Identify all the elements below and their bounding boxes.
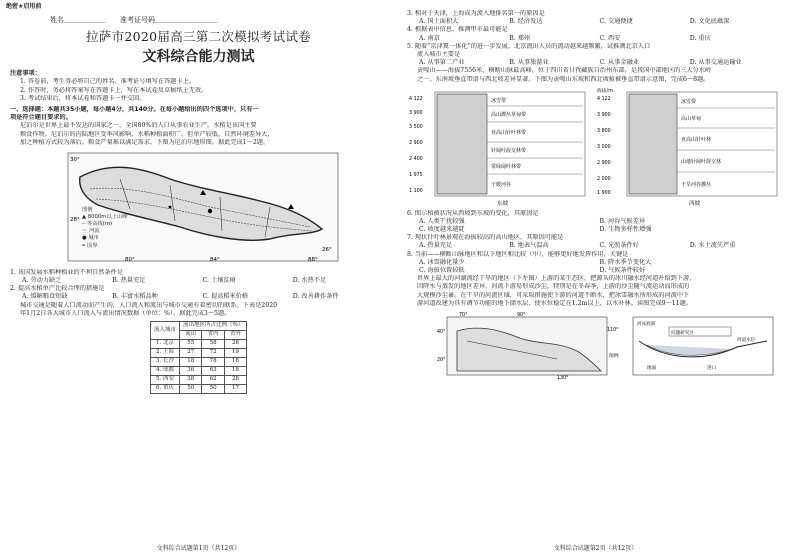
zone-label: 常绿阔叶林带 — [491, 163, 522, 170]
city-icon: ● — [82, 235, 87, 242]
legend-item: ▲ 8000m以上山峰 — [82, 214, 128, 221]
passage-2 — [10, 302, 387, 318]
section-label: 河床底部 — [637, 321, 656, 327]
height-label: 4 122 — [409, 96, 423, 102]
note-item: 1. 答卷前，考生务必将自己的姓名、准考证号填写在答题卡上。 — [20, 78, 195, 86]
map-label: 110° — [607, 327, 619, 333]
option: B. 热量充足 — [112, 277, 146, 285]
map-label: 90° — [517, 312, 526, 318]
q6-options-2 — [407, 226, 784, 234]
q3-options — [407, 18, 784, 26]
height-label: 1 100 — [409, 188, 423, 194]
passage-line: 之一。东南坡垂直带谱与西北坡差异显著。下图为贡嘎山东坡和西北坡植被垂直带谱示意图，完成6～8题。 — [417, 75, 710, 83]
table-cell: 17 — [224, 385, 246, 394]
table-cell: 3. 长沙 — [151, 358, 180, 367]
name-line: 姓名＿＿＿＿＿＿ 准考证号码＿＿＿＿＿＿＿＿＿ — [50, 16, 218, 24]
q7-options — [407, 242, 784, 250]
height-label: 3 900 — [597, 112, 611, 118]
table-row — [151, 367, 247, 376]
height-label: 4 122 — [597, 96, 611, 102]
table-cell: 4. 成都 — [151, 367, 180, 376]
table-row — [151, 340, 247, 349]
height-label: 2 400 — [409, 156, 423, 162]
legend-title: 图例 — [82, 206, 93, 213]
table-header-cell: 流出 — [180, 331, 202, 340]
option: A. 冰雪融化量少 — [419, 258, 465, 266]
option: C. 坡度越来越陡 — [419, 226, 465, 234]
option: B. 经济发达 — [509, 18, 543, 26]
question-2: 2. 提高水稻单产比较合理的措施是 — [10, 285, 105, 293]
zone-label: 亚高山针叶林 — [681, 136, 712, 143]
question-3: 3. 相对于天津，上海成为流入地排名第一的原因是 — [407, 10, 545, 17]
section-heading: 一、选择题：本题共35小题，每小题4分，共140分。在每小题给出的四个选项中，只有一 — [10, 105, 259, 113]
table-header-row — [151, 322, 247, 331]
table-cell: 63 — [202, 367, 224, 376]
table-cell: 72 — [202, 349, 224, 358]
passage-line: 大规模沙尘暴。在干旱的河流区域，可采取措施使下游的河道不断水，把冰雪融水所形成的河流中下 — [417, 291, 690, 299]
option: C. 提高稻米价格 — [202, 293, 249, 301]
panel-caption: 西坡 — [689, 200, 701, 207]
map-label: 84° — [210, 256, 220, 263]
peak-icon: ▲ — [82, 214, 87, 221]
passage-line: 城市交通是随着人口流动而产生的，人口流入和流出与城市交通有着密切的联系。下表是2020 — [20, 301, 278, 309]
axis-label: 海拔/m — [597, 88, 613, 94]
section-label: 进口 — [707, 365, 717, 371]
map-label: 28° — [70, 216, 80, 223]
map-label: 130° — [557, 375, 569, 379]
height-label: 2 000 — [597, 176, 611, 182]
option: B. 郑州 — [509, 34, 531, 42]
table-cell: 58 — [202, 340, 224, 349]
option: B. 地表气温高 — [509, 242, 549, 250]
option: B. 降水季节变化大 — [599, 258, 652, 266]
map-label: 30° — [70, 156, 80, 163]
table-header-cell: 流入城市 — [151, 322, 180, 340]
legend-item: ● 城市 — [82, 235, 99, 242]
table-row — [151, 376, 247, 385]
table-header-cell: 省内 — [202, 331, 224, 340]
contour-icon: ┄ — [82, 221, 86, 228]
table-cell: 78 — [202, 358, 224, 367]
question-5-cont: 流入城市主要是 — [417, 50, 461, 58]
passage-line: 加之种植方式较为落后，粮食产量难以满足需求。下图为尼泊尔地形图。据此完成1～2题。 — [20, 138, 270, 146]
zone-label: 高山灌丛草甸带 — [491, 111, 527, 118]
option: A. 缓解粮食短缺 — [22, 293, 68, 301]
table-cell: 27 — [180, 349, 202, 358]
passage-3 — [407, 67, 784, 83]
table-cell: 1. 北京 — [151, 340, 180, 349]
note-item: 2. 作答时，务必将答案写在答题卡上，写在本试卷及草稿纸上无效。 — [20, 86, 208, 94]
table-cell: 18 — [180, 358, 202, 367]
option: A. 人类干扰较强 — [419, 217, 465, 225]
option: D. 水热不足 — [292, 277, 327, 285]
question-4: 4. 根据表中信息，推测甲市最可能是 — [407, 26, 508, 34]
vegetation-zonation-figure — [407, 86, 784, 208]
zone-label: 亚高山针叶林带 — [491, 129, 527, 136]
exam-subtitle: 文科综合能力测试 — [142, 48, 255, 65]
table-cell: 18 — [224, 367, 246, 376]
map-label: 88° — [308, 256, 318, 263]
passage-line: 因降水与蒸发的地区差异，河流下游易形成沙尘，特别是在冬春季，上游的沙尘随气流运动而形成的 — [417, 283, 690, 291]
option: D. 文化底蕴深 — [689, 18, 730, 26]
option: D. 水土流失严重 — [689, 242, 736, 250]
table-cell: 28 — [224, 340, 246, 349]
option: A. 劳动力缺乏 — [22, 277, 62, 285]
question-5: 5. 随着“京津冀一体化”的进一步发展，北京流出人员的流动越来越频繁，试推测北京人口 — [407, 42, 651, 50]
zone-label: 高山草甸 — [681, 115, 702, 122]
q8-options — [407, 259, 784, 267]
option: B. 从事旅游业 — [509, 59, 549, 67]
notes-list — [10, 78, 387, 103]
question-7: 7. 现状针叶林景观在海拔较高的高山地区，其原因可能是 — [407, 234, 564, 242]
page-footer: 文科综合试题第1页（共12页） — [156, 545, 241, 553]
page-2 — [397, 0, 794, 557]
map-label: 40° — [437, 329, 446, 335]
table-cell: 62 — [202, 376, 224, 385]
option: B. 河谷气候差异 — [599, 217, 646, 225]
legend-item: ┄ 等高线(m) — [82, 221, 113, 228]
height-label: 3 500 — [409, 124, 423, 130]
table-cell: 55 — [180, 340, 202, 349]
map-label: 70° — [459, 312, 468, 318]
table-cell: 28 — [224, 376, 246, 385]
table-cell: 38 — [180, 376, 202, 385]
notes-heading: 注意事项： — [10, 70, 41, 78]
height-label: 3 800 — [597, 128, 611, 134]
border-icon: ━ — [82, 242, 86, 249]
note-item: 3. 考试结束后，将本试卷和答题卡一并交回。 — [20, 94, 146, 102]
option: C. 交通便捷 — [599, 18, 633, 26]
height-label: 1 975 — [409, 172, 423, 178]
option: C. 光照条件好 — [599, 242, 639, 250]
table-cell: 36 — [180, 367, 202, 376]
table-row — [151, 385, 247, 394]
height-label: 2 900 — [597, 160, 611, 166]
question-1: 1. 该国发展水稻种植业的不利自然条件是 — [10, 268, 124, 276]
option: D. 生物多样性增强 — [599, 226, 652, 234]
table-body — [151, 340, 247, 394]
population-flow-table — [150, 321, 247, 394]
option: C. 从事金融业 — [599, 59, 639, 67]
option: A. 热量充足 — [419, 242, 453, 250]
option: D. 气候条件较好 — [599, 267, 646, 274]
table-header-cell: 省外 — [224, 331, 246, 340]
zone-label: 冰雪带 — [681, 98, 697, 105]
map-label: 20° — [437, 357, 446, 363]
passage-line: 尼泊尔是世界上最不发达的国家之一，全国80%的人口从事农业生产，水稻是该国主要 — [20, 122, 257, 130]
passage-1 — [10, 122, 387, 147]
zone-label: 山地针阔叶混交林 — [681, 158, 722, 165]
section-label: 地面 — [647, 365, 657, 371]
q8-options-2 — [407, 267, 784, 275]
secret-mark: 绝密★启用前 — [6, 3, 42, 10]
legend-item: ━ 国界 — [82, 242, 98, 249]
map-legend — [82, 207, 128, 250]
table-header-cell: 流出地区所占比例（%） — [180, 322, 247, 331]
passage-line: 年1月2日各大城市人口流入与流出情况数据（单位：%）。据此完成3～5题。 — [20, 309, 231, 317]
q5-options — [407, 59, 784, 67]
height-label: 2 900 — [409, 140, 423, 146]
table-cell: 18 — [224, 358, 246, 367]
option: C. 土壤贫瘠 — [202, 277, 236, 285]
section-heading-cont: 项是符合题目要求的。 — [10, 114, 72, 122]
question-6: 6. 图示植被状况从西坡到东坡的变化，其原因是 — [407, 209, 539, 217]
page-footer: 文科综合试题第2页（共12页） — [553, 545, 638, 553]
map-label: 80° — [125, 256, 135, 263]
map-label: 26° — [322, 246, 332, 253]
passage-line: 世界上最大的河湖流经干旱的地区（下左图）上游的某生态区，把源头的冰川融水经河道补给到下游， — [417, 275, 696, 283]
option: A. 从事第二产业 — [419, 59, 465, 67]
option: C. 西安 — [599, 34, 621, 42]
passage-4 — [407, 275, 784, 308]
q1-options — [10, 277, 387, 285]
zone-label: 干旱河谷灌丛 — [681, 181, 712, 188]
table-cell: 19 — [224, 349, 246, 358]
nepal-map-figure — [10, 149, 387, 267]
zonation-diagram — [407, 86, 784, 208]
table-cell: 2. 上海 — [151, 349, 180, 358]
zone-label: 干暖河谷 — [491, 181, 512, 188]
passage-line: 游河道改建为具有调节功能的地下储水层，使水位稳定在1.2m以上，以水补林。读图完成9～11题。 — [417, 299, 693, 307]
table-row — [151, 349, 247, 358]
table-cell: 50 — [180, 385, 202, 394]
q2-options — [10, 293, 387, 301]
section-label: 河道水位 — [737, 337, 756, 343]
zone-label: 冰雪带 — [491, 97, 507, 104]
river-icon: ～ — [82, 228, 88, 235]
option: D. 改善耕作条件 — [292, 293, 339, 301]
option: D. 从事交通运输业 — [689, 59, 742, 67]
q4-options — [407, 35, 784, 43]
option: D. 重庆 — [689, 34, 711, 42]
section-label: 问题研究区 — [671, 330, 694, 336]
passage-line: 粮食作物。尼泊尔的内陆地区受季风影响，水稻种植面积广，但单产较低，自然环境差异大， — [20, 130, 274, 138]
legend-item: ～ 河流 — [82, 228, 100, 235]
table-cell: 5. 西安 — [151, 376, 180, 385]
height-label: 1 900 — [597, 190, 611, 196]
q6-options — [407, 218, 784, 226]
zone-label: 针阔叶混交林带 — [491, 147, 527, 154]
table-cell: 6. 重庆 — [151, 385, 180, 394]
option: B. 丰富水稻品种 — [112, 293, 158, 301]
option: C. 海拔位置较低 — [419, 267, 465, 274]
height-label: 3 000 — [597, 144, 611, 150]
bottom-figures — [407, 311, 784, 379]
table-cell: 50 — [202, 385, 224, 394]
region-map-and-section — [407, 311, 784, 379]
option: A. 国土面积大 — [419, 18, 459, 26]
exam-title: 拉萨市2020届高三第二次模拟考试试卷 — [85, 29, 311, 45]
option: A. 南京 — [419, 34, 440, 42]
question-8: 8. 当前——横断山脉地区和以下地区相比较（中），能够更好地发挥作用，关键是 — [407, 250, 629, 258]
height-label: 3 900 — [409, 110, 423, 116]
table-row — [151, 358, 247, 367]
panel-caption: 东坡 — [497, 200, 509, 207]
map-legend-title: 图例 — [609, 353, 619, 359]
passage-line: 贡嘎山——海拔7556米，横断山脉最高峰，位于四川省甘孜藏族自治州东部，是我国中部地区的三大分水岭 — [417, 67, 712, 75]
